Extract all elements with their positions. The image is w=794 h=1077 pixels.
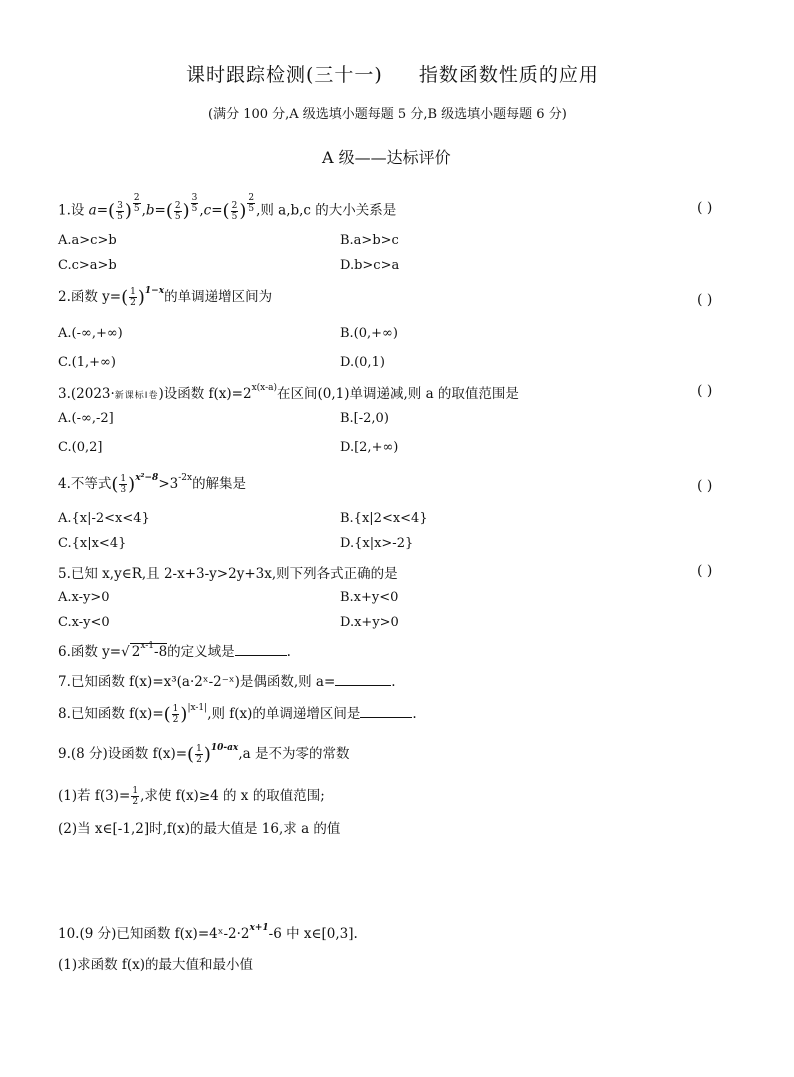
option-2a: A.(-∞,+∞) [58, 326, 123, 341]
option-3b: B.[-2,0) [340, 411, 389, 426]
option-5d: D.x+y>0 [340, 615, 399, 630]
option-2d: D.(0,1) [340, 355, 385, 370]
option-2c: C.(1,+∞) [58, 355, 116, 370]
option-1a: A.a>c>b [58, 233, 117, 248]
answer-blank-7[interactable] [335, 673, 391, 686]
answer-paren-1: ( ) [697, 200, 713, 216]
option-1d: D.b>c>a [340, 258, 400, 273]
question-2: 2.函数 y=( $\frac{1}{2}$ )$^{1-x}$的单调递增区间为 [58, 285, 273, 308]
question-4: 4.不等式( $\frac{1}{3}$ )$^{x^2-8}>3^{-2x}$的解集是 [58, 472, 247, 495]
option-3a: A.(-∞,-2] [58, 411, 114, 426]
option-1c: C.c>a>b [58, 258, 117, 273]
option-4b: B.{x|2<x<4} [340, 511, 428, 526]
section-heading: A 级——达标评价 [322, 148, 451, 167]
question-10: 10.(9 分)已知函数 $f(x)=4ˣ-2\cdot 2^{x+1}-6$ 中 x∈[0,3]. [58, 922, 358, 942]
option-3c: C.(0,2] [58, 440, 103, 455]
page-title [186, 60, 599, 87]
option-5a: A.x-y>0 [58, 590, 110, 605]
option-4d: D.{x|x>-2} [340, 536, 414, 551]
title-left: 课时跟踪检测(三十一) [186, 64, 383, 86]
fraction: $\frac{3}{5}$ [117, 200, 123, 222]
question-1: 1.设 a=( $\frac{3}{5}$ ) $^{\frac{2}{5}}$ ,b=( $\frac{2}{5}$ ) $^{\frac{3}{5}}$ ,c=( $\frac{2}{5}$ ) $^{\frac{2}{5}}$ ,则 a,b,c 的大小关系是 [58, 193, 397, 222]
option-5c: C.x-y<0 [58, 615, 110, 630]
option-3d: D.[2,+∞) [340, 440, 399, 455]
answer-blank-6[interactable] [235, 643, 287, 656]
question-5: 5.已知 x,y∈R,且 2-x+3-y>2y+3x,则下列各式正确的是 [58, 566, 398, 582]
subtitle: (满分 100 分,A 级选填小题每题 5 分,B 级选填小题每题 6 分) [208, 107, 567, 122]
question-8: 8.已知函数 f(x)=( $\frac{1}{2}$ )$^{|x-1|}$,则 f(x)的单调递增区间是 . [58, 702, 417, 725]
answer-paren-5: ( ) [697, 563, 713, 579]
answer-paren-3: ( ) [697, 383, 713, 399]
question-6: 6.函数 y=√ 2$^{x-1}$-8的定义域是 . [58, 640, 291, 660]
question-10-part-1: (1)求函数 f(x)的最大值和最小值 [58, 957, 254, 973]
option-4a: A.{x|-2<x<4} [58, 511, 150, 526]
answer-paren-2: ( ) [697, 292, 713, 308]
option-5b: B.x+y<0 [340, 590, 399, 605]
title-right: 指数函数性质的应用 [418, 64, 599, 86]
question-9-part-1: (1)若 f(3)= $\frac{1}{2}$ ,求使 f(x)≥4 的 x 的取值范围; [58, 786, 325, 807]
question-9: 9.(8 分)设函数 f(x)=( $\frac{1}{2}$ )$^{10-ax}$,a 是不为零的常数 [58, 742, 350, 765]
option-1b: B.a>b>c [340, 233, 399, 248]
option-4c: C.{x|x<4} [58, 536, 127, 551]
option-2b: B.(0,+∞) [340, 326, 398, 341]
sqrt-expression: 2$^{x-1}$-8 [131, 640, 168, 660]
answer-paren-4: ( ) [697, 478, 713, 494]
answer-blank-8[interactable] [360, 705, 412, 718]
exam-tag: 新课标Ⅰ卷 [114, 391, 159, 401]
question-9-part-2: (2)当 x∈[-1,2]时,f(x)的最大值是 16,求 a 的值 [58, 821, 341, 837]
question-7: 7.已知函数 f(x)=x³(a·2ˣ-2⁻ˣ)是偶函数,则 a= . [58, 674, 396, 690]
question-3: 3.(2023·新课标Ⅰ卷)设函数 $f(x)=2^{x(x-a)}$在区间(0,1)单调递减,则 a 的取值范围是 [58, 382, 519, 402]
